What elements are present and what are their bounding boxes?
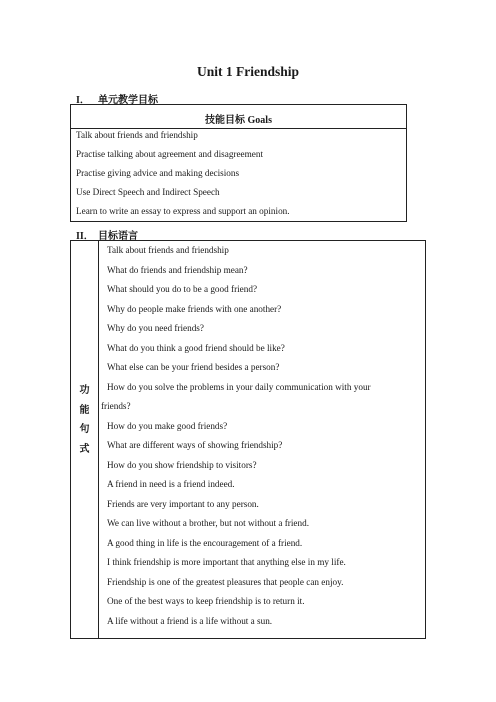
category-char: 式 (79, 443, 90, 455)
sentence-line: One of the best ways to keep friendship is to return it. (107, 596, 305, 606)
table-divider (71, 128, 406, 129)
sentence-line: A good thing in life is the encouragement of a friend. (107, 537, 303, 548)
page-title: Unit 1 Friendship (196, 64, 300, 79)
goals-table-header: 技能目标 Goals (205, 115, 272, 126)
sentence-line: How do you show friendship to visitors? (107, 459, 257, 470)
section-label: 单元教学目标 (98, 95, 158, 106)
goal-item: Practise talking about agreement and disagreement (76, 149, 263, 159)
category-char: 功 (79, 385, 90, 396)
goal-item: Talk about friends and friendship (76, 130, 198, 140)
category-char: 能 (79, 404, 90, 416)
sentence-line: Friendship is one of the greatest pleasures that people can enjoy. (107, 576, 344, 587)
sentence-line: What else can be your friend besides a person? (107, 362, 280, 372)
section-number: I． (76, 95, 90, 106)
sentence-line: Why do people make friends with one another? (107, 303, 282, 314)
sentence-line: How do you make good friends? (107, 420, 228, 431)
category-char: 句 (79, 424, 90, 436)
sentence-line: Why do you need friends? (107, 323, 204, 333)
column-divider (98, 241, 99, 638)
sentence-line: friends? (101, 401, 131, 411)
sentence-line: We can live without a brother, but not without a friend. (107, 518, 309, 528)
category-label (71, 381, 98, 459)
sentence-line: Friends are very important to any person. (107, 498, 259, 509)
sentence-line: I think friendship is more important that anything else in my life. (107, 557, 346, 567)
sentence-line: What are different ways of showing friendship? (107, 440, 283, 450)
language-table (70, 240, 426, 639)
sentence-line: A friend in need is a friend indeed. (107, 479, 235, 489)
goal-item: Learn to write an essay to express and support an opinion. (76, 206, 290, 216)
sentence-line: What do friends and friendship mean? (107, 264, 248, 275)
section-label: 目标语言 (98, 231, 138, 242)
sentence-line: What should you do to be a good friend? (107, 284, 258, 294)
goal-item: Use Direct Speech and Indirect Speech (76, 187, 220, 197)
goals-table (70, 104, 407, 222)
sentence-line: Talk about friends and friendship (107, 245, 229, 255)
section-number: II． (76, 231, 94, 242)
goal-item: Practise giving advice and making decisions (76, 168, 240, 178)
sentence-line: What do you think a good friend should be like? (107, 342, 285, 353)
sentence-line: A life without a friend is a life without a sun. (107, 615, 273, 626)
sentence-line: How do you solve the problems in your daily communication with your (107, 381, 371, 392)
